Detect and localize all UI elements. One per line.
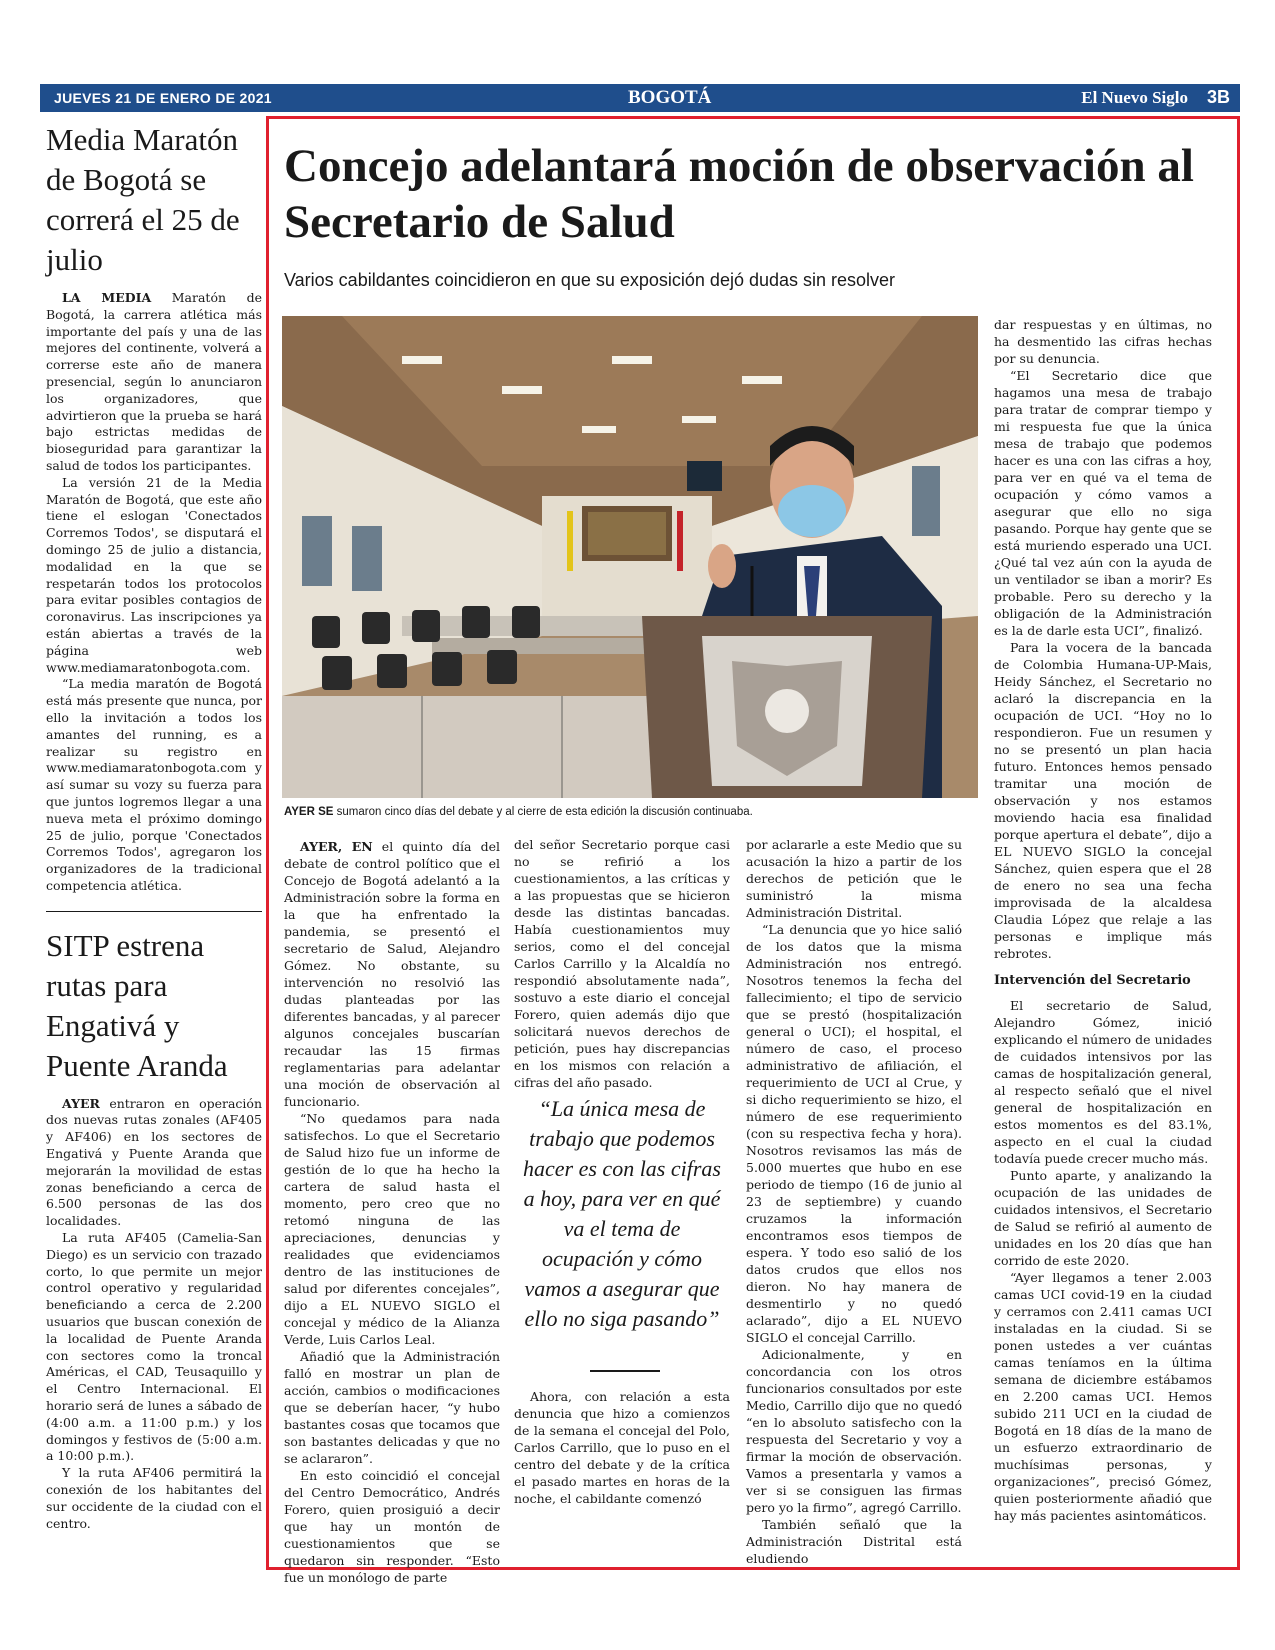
col4-p6: “Ayer llegamos a tener 2.003 camas UCI covid-19 en la ciudad y cerramos con 2.411 camas UCI instaladas en la ciudad. Si se ponen ustedes a ver cuántas camas teníamos en la última semana de diciembre estábamos en 2.200 camas UCI. Hemos subido 211 UCI en la ciudad de Bogotá en 18 días de la mano de un esfuerzo extraordinario de muchísimas personas, y organizaciones”, precisó Gómez, quien posteriormente añadió que hay más pacientes asintomáticos. (994, 1270, 1212, 1523)
article-column-4 (994, 316, 1212, 1524)
council-chamber-photo (282, 316, 978, 798)
side-article-1-p1: Maratón de Bogotá, la carrera atlética más importante del país y una de las mejores del continente, volverá a correrse este año de manera presencial, según lo anunciaron los organizadores, que advirtieron que la prueba se hará bajo estrictas medidas de bioseguridad para garantizar la salud de todos los participantes. (46, 290, 262, 473)
col1-p3: Añadió que la Administración falló en mostrar un plan de acción, cambios o modificaciones que se deberían hacer, “y hubo bastantes cosas que tocamos que son bastantes delicadas y que no se aclararon”. (284, 1349, 500, 1466)
col1-p4: En esto coincidió el concejal del Centro Democrático, Andrés Forero, quien prosiguió a decir que hay un montón de cuestionamientos que se quedaron sin responder. “Esto fue un monólogo de parte (284, 1468, 500, 1585)
caption-text: sumaron cinco días del debate y al cierre de esta edición la discusión continuaba. (333, 806, 753, 818)
article-subtitle: Varios cabildantes coincidieron en que su exposición dejó dudas sin resolver (284, 270, 896, 290)
col2-p1: del señor Secretario porque casi no se refirió a los cuestionamientos, a las críticas y a las propuestas que se hicieron desde las distintas bancadas. Había cuestionamientos muy serios, como el del concejal Carlos Carrillo y la Alcaldía no respondió absolutamente nada”, sostuvo a este diario el concejal Forero, quien además dijo que solicitará nuevos derechos de petición, pues hay discrepancias en los mismos con relación a cifras del año pasado. (514, 837, 730, 1090)
newspaper-brand: El Nuevo Siglo (1081, 88, 1188, 107)
col4-subheading: Intervención del Secretario (994, 973, 1191, 988)
side-article-1-p3: “La media maratón de Bogotá está más presente que nunca, por ello la invitación a todos los amantes del running, es a realizar su registro en www.mediamaratonbogota.com y así sumar su vozy su fuerza para que juntos logremos llegar a una nueva meta el próximo domingo 25 de julio, porque 'Conectados Corremos Todos', agregaron los organizadores de la tradicional competencia atlética. (46, 676, 262, 893)
issue-date: JUEVES 21 DE ENERO DE 2021 (54, 90, 272, 106)
caption-lead: AYER SE (284, 806, 334, 818)
col4-p1: dar respuestas y en últimas, no ha desmentido las cifras hechas por su denuncia. (994, 317, 1212, 366)
side-article-1-body (40, 290, 262, 895)
side-article-2-p1: entraron en operación dos nuevas rutas zonales (AF405 y AF406) en los sectores de Engativá y Puente Aranda que mejorarán la movilidad de estas zonas beneficiando a cerca de 6.500 personas de las dos localidades. (46, 1095, 262, 1229)
side-article-2-lead: AYER (62, 1095, 100, 1111)
side-article-2-p2: La ruta AF405 (Camelia-San Diego) es un servicio con trazado corto, lo que permite un mejor control operativo y regularidad beneficiando a cerca de 2.200 usuarios que buscan conexión de la localidad de Puente Aranda con sectores como la troncal Américas, el CAD, Teusaquillo y el Centro Internacional. El horario será de lunes a sábado de (4:00 a.m. a 11:00 p.m.) y los domingos y festivos de (5:00 a.m. a 10:00 p.m.). (46, 1230, 262, 1464)
side-divider (46, 911, 262, 912)
col4-p5: Punto aparte, y analizando la ocupación de las unidades de cuidados intensivos, el Secretario de Salud se refirió al aumento de unidades en los 20 días que han corrido de este 2020. (994, 1168, 1212, 1268)
page-header (40, 84, 1240, 112)
col4-p3: Para la vocera de la bancada de Colombia Humana-UP-Mais, Heidy Sánchez, el Secretario no aclaró la discrepancia en la ocupación de UCI. “Hoy no lo respondieron. Fue un resumen y no se presentó un plan hacia futuro. Entonces hemos pensado tramitar una moción de observación y nos estamos moviendo hacia esa finalidad porque apertura el debate”, dijo a EL NUEVO SIGLO la concejal Sánchez, quien espera que el 28 de enero no sea una fecha improvisada de la alcaldesa Claudia López que relaje a las personas e implique más rebrotes. (994, 640, 1212, 961)
article-lead: AYER, EN (300, 839, 373, 854)
col3-p2: “La denuncia que yo hice salió de los datos que la misma Administración nos entregó. Nosotros tenemos la fecha del fallecimiento; el tipo de servicio que se prestó (hospitalización general o UCI); el hospital, el número de caso, el proceso administrativo de afiliación, el requerimiento de UCI al Crue, y si dicho requerimiento se hizo, el número de ese requerimiento (con su respectiva fecha y hora). Nosotros revisamos las más de 5.000 muertes que hubo en ese periodo de tiempo (16 de junio al 23 de septiembre) y cuando cruzamos la información encontramos esos tiempos de espera. Y todo eso salió de los datos crudos que ellos nos dieron. No hay manera de desmentirlo y no quedó aclarado”, dijo a EL NUEVO SIGLO el concejal Carrillo. (746, 922, 962, 1345)
article-headline: Concejo adelantará moción de observación al Secretario de Salud (284, 140, 1194, 248)
pull-quote-rule (590, 1370, 660, 1372)
article-column-2 (514, 836, 730, 1091)
pull-quote: “La única mesa de trabajo que podemos hacer es con las cifras a hoy, para ver en qué va el tema de ocupación y cómo vamos a asegurar que ello no siga pasando” (523, 1096, 721, 1331)
section-name: BOGOTÁ (628, 87, 712, 108)
col2-p2: Ahora, con relación a esta denuncia que hizo a comienzos de la semana el concejal del Polo, Carlos Carrillo, que lo puso en el centro del debate y de la crítica el pasado martes en horas de la noche, el cabildante comenzó (514, 1389, 730, 1506)
col3-p1: por aclararle a este Medio que su acusación la hizo a partir de los derechos de petición que le suministró la misma Administración Distrital. (746, 837, 962, 920)
col3-p3: Adicionalmente, y en concordancia con los otros funcionarios consultados por este Medio, Carrillo dijo que no quedó “en lo absoluto satisfecho con la respuesta del Secretario y voy a firmar la moción de observación. Vamos a presentarla y vamos a ver si se consiguen las firmas pero yo la firmo”, agregó Carrillo. (746, 1347, 962, 1515)
page-number: 3B (1206, 87, 1230, 107)
side-article-1-lead: LA MEDIA (62, 290, 152, 305)
side-article-1-p2: La versión 21 de la Media Maratón de Bogotá, que este año tiene el eslogan 'Conectados Corremos Todos', se disputará el domingo 25 de julio a distancia, modalidad en la que se respetarán todos los protocolos para evitar posibles contagios de coronavirus. Las inscripciones ya están abiertas a través de la página web www.mediamaratonbogota.com. (46, 474, 262, 675)
col1-p2: “No quedamos para nada satisfechos. Lo que el Secretario de Salud hizo fue un informe de gestión de lo que ha hecho la cartera de salud hasta el momento, pero creo que no retomó ninguna de las apreciaciones, denuncias y realidades que evidenciamos dentro de las instituciones de salud por diferentes concejales”, dijo a EL NUEVO SIGLO el concejal y médico de la Alianza Verde, Luis Carlos Leal. (284, 1111, 500, 1347)
side-article-2-title: SITP estrena rutas para Engativá y Puente Aranda (46, 927, 228, 1083)
side-article-1-title: Media Maratón de Bogotá se correrá el 25 de julio (46, 122, 240, 277)
col4-p4: El secretario de Salud, Alejandro Gómez, inició explicando el número de unidades de cuidados intensivos por las camas de hospitalización general, al respecto señaló que el nivel general de hospitalización en estos momentos es del 83.1%, aspecto en el cual la ciudad todavía puede crecer mucho más. (994, 998, 1212, 1166)
article-column-3 (746, 836, 962, 1567)
side-article-2-body (40, 1096, 262, 1533)
col3-p4: También señaló que la Administración Distrital está eludiendo (746, 1517, 962, 1566)
photo-caption (284, 806, 984, 818)
photo-illustration (282, 316, 978, 798)
article-column-2-bottom (514, 1388, 730, 1507)
col1-p1: el quinto día del debate de control político que el Concejo de Bogotá adelantó a la Administración sobre la forma en la que ha enfrentado la pandemia, se presentó el secretario de Salud, Alejandro Gómez. No obstante, su intervención no resolvió las dudas planteadas por las diferentes bancadas, y al parecer algunos concejales buscarían recaudar las 15 firmas reglamentarias para adelantar una moción de observación al funcionario. (284, 839, 500, 1109)
side-article-2-p3: Y la ruta AF406 permitirá la conexión de los habitantes del sur occidente de la ciudad con el centro. (46, 1465, 262, 1531)
article-column-1 (284, 838, 500, 1586)
left-sidebar (40, 120, 262, 1532)
col4-p2: “El Secretario dice que hagamos una mesa de trabajo para tratar de comprar tiempo y mi respuesta fue que la única mesa de trabajo que podemos hacer es una con las cifras a hoy, para ver en qué va el tema de ocupación y cómo vamos a asegurar que ello no siga pasando. Porque hay gente que se está muriendo esperado una UCI. ¿Qué tal vez aún con la ayuda de un ventilador se iban a morir? Es probable. Pero su derecho y la obligación de la Administración es la de darle esta UCI”, finalizó. (994, 368, 1212, 638)
